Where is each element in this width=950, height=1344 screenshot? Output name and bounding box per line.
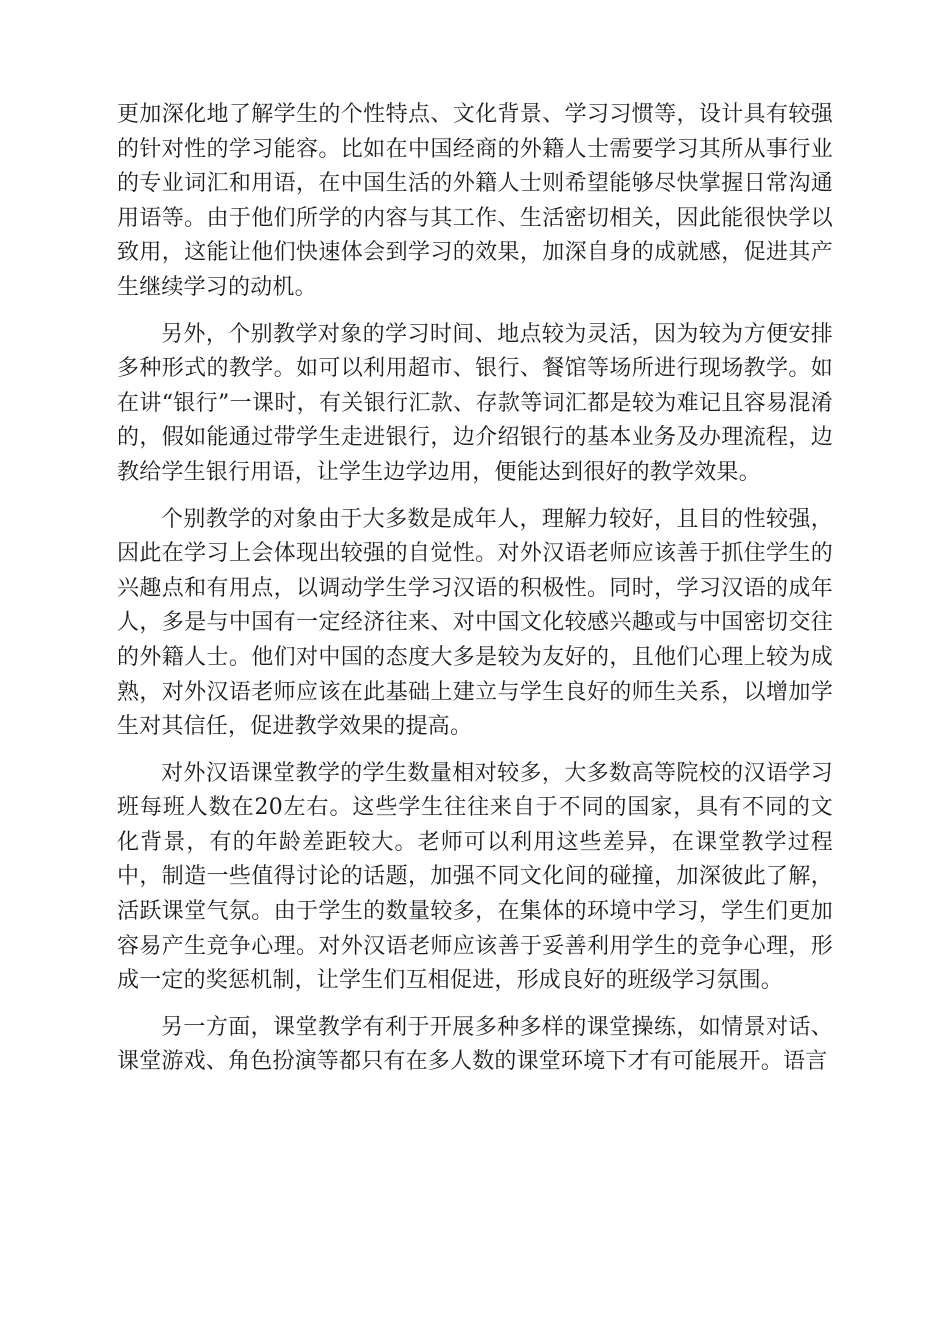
document-body <box>117 98 833 1080</box>
paragraph-3: 个别教学的对象由于大多数是成年人，理解力较好，且目的性较强，因此在学习上会体现出较强的自觉性。对外汉语老师应该善于抓住学生的兴趣点和有用点，以调动学生学习汉语的积极性。同时，学习汉语的成年人，多是与中国有一定经济往来、对中国文化较感兴趣或与中国密切交往的外籍人士。他们对中国的态度大多是较为友好的，且他们心理上较为成熟，对外汉语老师应该在此基础上建立与学生良好的师生关系，以增加学生对其信任，促进教学效果的提高。 <box>117 506 833 740</box>
paragraph-1: 更加深化地了解学生的个性特点、文化背景、学习习惯等，设计具有较强的针对性的学习能容。比如在中国经商的外籍人士需要学习其所从事行业的专业词汇和用语，在中国生活的外籍人士则希望能够尽快掌握日常沟通用语等。由于他们所学的内容与其工作、生活密切相关，因此能很快学以致用，这能让他们快速体会到学习的效果，加深自身的成就感，促进其产生继续学习的动机。 <box>117 102 833 300</box>
paragraph-4: 对外汉语课堂教学的学生数量相对较多，大多数高等院校的汉语学习班每班人数在20左右。这些学生往往来自于不同的国家，具有不同的文化背景，有的年龄差距较大。老师可以利用这些差异，在课堂教学过程中，制造一些值得讨论的话题，加强不同文化间的碰撞，加深彼此了解，活跃课堂气氛。由于学生的数量较多，在集体的环境中学习，学生们更加容易产生竞争心理。对外汉语老师应该善于妥善利用学生的竞争心理，形成一定的奖惩机制，让学生们互相促进，形成良好的班级学习氛围。 <box>117 760 833 994</box>
paragraph-2: 另外，个别教学对象的学习时间、地点较为灵活，因为较为方便安排多种形式的教学。如可以利用超市、银行、餐馆等场所进行现场教学。如在讲“银行”一课时，有关银行汇款、存款等词汇都是较为难记且容易混淆的，假如能通过带学生走进银行，边介绍银行的基本业务及办理流程，边教给学生银行用语，让学生边学边用，便能达到很好的教学效果。 <box>117 321 833 485</box>
paragraph-5: 另一方面，课堂教学有利于开展多种多样的课堂操练，如情景对话、课堂游戏、角色扮演等都只有在多人数的课堂环境下才有可能展开。语言 <box>117 1014 833 1075</box>
